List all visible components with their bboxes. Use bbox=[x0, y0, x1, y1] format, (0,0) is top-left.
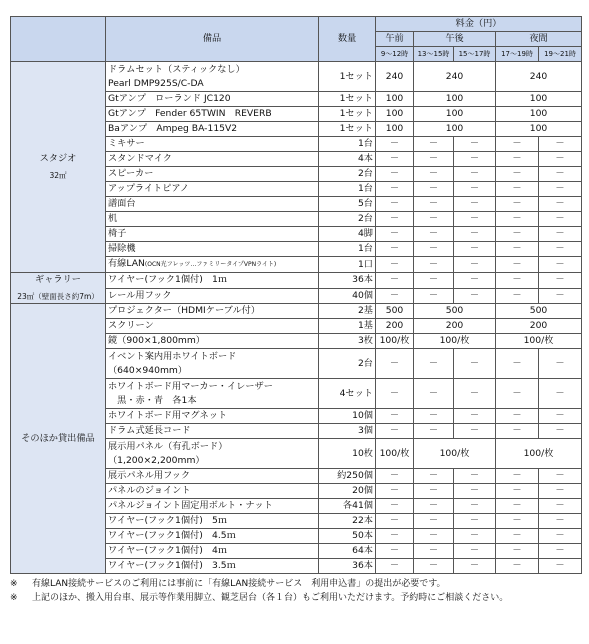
price-afternoon: 200 bbox=[414, 319, 496, 334]
not-available-mark: － bbox=[414, 409, 454, 424]
not-available-mark: － bbox=[454, 242, 496, 257]
not-available-mark: － bbox=[454, 529, 496, 544]
not-available-mark: － bbox=[414, 379, 454, 409]
section-area: 32㎡ bbox=[49, 171, 67, 180]
not-available-mark: － bbox=[496, 349, 539, 379]
not-available-mark: － bbox=[454, 379, 496, 409]
not-available-mark: － bbox=[454, 288, 496, 304]
price-night: 240 bbox=[496, 62, 582, 92]
item-label: Baアンプ Ampeg BA-115V2 bbox=[108, 123, 238, 134]
not-available-mark: － bbox=[454, 227, 496, 242]
not-available-mark: － bbox=[414, 227, 454, 242]
not-available-mark: － bbox=[376, 227, 414, 242]
slot-header: 13～15時 bbox=[414, 47, 454, 62]
item-label: 掃除機 bbox=[108, 243, 136, 254]
not-available-mark: － bbox=[454, 212, 496, 227]
not-available-mark: － bbox=[496, 167, 539, 182]
item-label-2: （1,200×2,200mm） bbox=[108, 454, 205, 466]
not-available-mark: － bbox=[414, 257, 454, 273]
quantity: 36本 bbox=[319, 559, 376, 574]
not-available-mark: － bbox=[539, 167, 582, 182]
quantity: 4脚 bbox=[319, 227, 376, 242]
not-available-mark: － bbox=[414, 514, 454, 529]
not-available-mark: － bbox=[376, 167, 414, 182]
equipment-rows bbox=[11, 62, 582, 574]
not-available-mark: － bbox=[376, 529, 414, 544]
not-available-mark: － bbox=[376, 409, 414, 424]
item-label-2: Pearl DMP925S/C-DA bbox=[108, 77, 204, 89]
quantity: 2基 bbox=[319, 304, 376, 319]
quantity: 36本 bbox=[319, 273, 376, 289]
not-available-mark: － bbox=[414, 484, 454, 499]
section-name: そのほか貸出備品 bbox=[21, 433, 95, 444]
item-name bbox=[106, 484, 319, 499]
quantity: 各41個 bbox=[319, 499, 376, 514]
item-name bbox=[106, 212, 319, 227]
not-available-mark: － bbox=[496, 544, 539, 559]
quantity: 1口 bbox=[319, 257, 376, 273]
quantity: 10枚 bbox=[319, 439, 376, 469]
not-available-mark: － bbox=[454, 499, 496, 514]
not-available-mark: － bbox=[539, 559, 582, 574]
item-label: 譜面台 bbox=[108, 198, 136, 209]
not-available-mark: － bbox=[376, 469, 414, 484]
item-label: 有線LAN bbox=[108, 258, 145, 269]
item-name bbox=[106, 559, 319, 574]
footnotes bbox=[10, 577, 581, 605]
item-name bbox=[106, 92, 319, 107]
footnote-text: 上記のほか、搬入用台車、展示等作業用脚立、観芝居台（各１台）もご利用いただけます。予約時にご相談ください。 bbox=[32, 593, 509, 603]
not-available-mark: － bbox=[496, 242, 539, 257]
not-available-mark: － bbox=[539, 529, 582, 544]
price-afternoon: 100 bbox=[414, 92, 496, 107]
not-available-mark: － bbox=[414, 499, 454, 514]
item-name bbox=[106, 137, 319, 152]
quantity: 1台 bbox=[319, 182, 376, 197]
not-available-mark: － bbox=[539, 499, 582, 514]
item-label: スタンドマイク bbox=[108, 153, 172, 164]
not-available-mark: － bbox=[376, 288, 414, 304]
section-name: ギャラリー bbox=[35, 274, 81, 285]
not-available-mark: － bbox=[376, 379, 414, 409]
quantity: 22本 bbox=[319, 514, 376, 529]
price-afternoon: 100 bbox=[414, 107, 496, 122]
slot-header: 19～21時 bbox=[539, 47, 582, 62]
not-available-mark: － bbox=[454, 544, 496, 559]
item-name bbox=[106, 349, 319, 379]
item-label: ワイヤー(フック1個付) 1ｍ bbox=[108, 274, 228, 286]
not-available-mark: － bbox=[376, 349, 414, 379]
not-available-mark: － bbox=[414, 544, 454, 559]
item-name bbox=[106, 514, 319, 529]
price-afternoon: 100/枚 bbox=[414, 334, 496, 349]
item-name bbox=[106, 288, 319, 304]
not-available-mark: － bbox=[376, 242, 414, 257]
not-available-mark: － bbox=[496, 409, 539, 424]
not-available-mark: － bbox=[376, 499, 414, 514]
item-label: スピーカー bbox=[108, 168, 154, 179]
not-available-mark: － bbox=[454, 424, 496, 439]
item-label: パネルのジョイント bbox=[108, 485, 191, 496]
item-label-2: 黒・赤・青 各1本 bbox=[108, 394, 197, 406]
period-header-morning: 午前 bbox=[376, 32, 414, 47]
quantity: 4セット bbox=[319, 379, 376, 409]
not-available-mark: － bbox=[539, 424, 582, 439]
item-name bbox=[106, 499, 319, 514]
item-label: イベント案内用ホワイトボード bbox=[108, 350, 237, 362]
item-label: 机 bbox=[108, 213, 118, 224]
item-label: ホワイトボード用マグネット bbox=[108, 410, 228, 421]
not-available-mark: － bbox=[414, 349, 454, 379]
table-row bbox=[11, 273, 582, 289]
price-afternoon: 240 bbox=[414, 62, 496, 92]
price-night: 100/枚 bbox=[496, 334, 582, 349]
section-cell bbox=[11, 62, 106, 273]
not-available-mark: － bbox=[539, 227, 582, 242]
not-available-mark: － bbox=[454, 182, 496, 197]
not-available-mark: － bbox=[539, 544, 582, 559]
item-label: レール用フック bbox=[108, 289, 172, 301]
not-available-mark: － bbox=[539, 197, 582, 212]
not-available-mark: － bbox=[414, 212, 454, 227]
price-night: 500 bbox=[496, 304, 582, 319]
not-available-mark: － bbox=[376, 197, 414, 212]
item-label: Gtアンプ Fender 65TWIN REVERB bbox=[108, 108, 272, 119]
item-name bbox=[106, 152, 319, 167]
quantity: 1セット bbox=[319, 122, 376, 137]
not-available-mark: － bbox=[539, 469, 582, 484]
not-available-mark: － bbox=[496, 514, 539, 529]
not-available-mark: － bbox=[539, 182, 582, 197]
not-available-mark: － bbox=[539, 484, 582, 499]
item-name bbox=[106, 122, 319, 137]
not-available-mark: － bbox=[539, 349, 582, 379]
item-name bbox=[106, 107, 319, 122]
quantity: 10個 bbox=[319, 409, 376, 424]
item-label: ドラムセット（スティックなし） bbox=[108, 63, 245, 75]
item-label-2: （640×940mm） bbox=[108, 364, 188, 376]
not-available-mark: － bbox=[496, 529, 539, 544]
not-available-mark: － bbox=[454, 409, 496, 424]
not-available-mark: － bbox=[454, 349, 496, 379]
not-available-mark: － bbox=[539, 273, 582, 289]
quantity: 1セット bbox=[319, 62, 376, 92]
not-available-mark: － bbox=[454, 273, 496, 289]
equipment-sheet bbox=[10, 16, 581, 605]
not-available-mark: － bbox=[496, 212, 539, 227]
item-name bbox=[106, 227, 319, 242]
price-morning: 500 bbox=[376, 304, 414, 319]
quantity: 20個 bbox=[319, 484, 376, 499]
quantity: 5台 bbox=[319, 197, 376, 212]
not-available-mark: － bbox=[376, 273, 414, 289]
item-label: 鏡（900×1,800mm） bbox=[108, 335, 205, 346]
price-morning: 100 bbox=[376, 122, 414, 137]
slot-header: 9～12時 bbox=[376, 47, 414, 62]
not-available-mark: － bbox=[496, 182, 539, 197]
not-available-mark: － bbox=[454, 514, 496, 529]
not-available-mark: － bbox=[496, 379, 539, 409]
not-available-mark: － bbox=[414, 152, 454, 167]
quantity: 約250個 bbox=[319, 469, 376, 484]
price-morning: 240 bbox=[376, 62, 414, 92]
not-available-mark: － bbox=[539, 409, 582, 424]
item-name bbox=[106, 182, 319, 197]
equipment-rate-table bbox=[10, 16, 582, 574]
item-label: Gtアンプ ローランド JC120 bbox=[108, 93, 231, 104]
not-available-mark: － bbox=[454, 152, 496, 167]
not-available-mark: － bbox=[414, 167, 454, 182]
not-available-mark: － bbox=[414, 529, 454, 544]
price-afternoon: 100 bbox=[414, 122, 496, 137]
item-label: ワイヤー(フック1個付) 4ｍ bbox=[108, 545, 228, 556]
table-row bbox=[11, 304, 582, 319]
not-available-mark: － bbox=[376, 152, 414, 167]
not-available-mark: － bbox=[414, 242, 454, 257]
not-available-mark: － bbox=[539, 137, 582, 152]
item-label: ワイヤー(フック1個付) 4.5ｍ bbox=[108, 530, 236, 541]
quantity: 1台 bbox=[319, 242, 376, 257]
not-available-mark: － bbox=[376, 544, 414, 559]
period-header-afternoon: 午後 bbox=[414, 32, 496, 47]
quantity-header: 数量 bbox=[319, 17, 376, 62]
not-available-mark: － bbox=[539, 288, 582, 304]
not-available-mark: － bbox=[496, 559, 539, 574]
quantity: 1台 bbox=[319, 137, 376, 152]
item-name bbox=[106, 197, 319, 212]
not-available-mark: － bbox=[496, 152, 539, 167]
quantity: 1基 bbox=[319, 319, 376, 334]
not-available-mark: － bbox=[539, 242, 582, 257]
item-name bbox=[106, 242, 319, 257]
not-available-mark: － bbox=[496, 469, 539, 484]
item-name bbox=[106, 409, 319, 424]
not-available-mark: － bbox=[496, 137, 539, 152]
not-available-mark: － bbox=[454, 484, 496, 499]
not-available-mark: － bbox=[496, 273, 539, 289]
item-label: ワイヤー(フック1個付) 5ｍ bbox=[108, 515, 228, 526]
not-available-mark: － bbox=[454, 167, 496, 182]
section-name: スタジオ bbox=[39, 153, 77, 164]
item-name bbox=[106, 319, 319, 334]
item-label: プロジェクター（HDMIケーブル付） bbox=[108, 305, 261, 316]
item-name bbox=[106, 469, 319, 484]
not-available-mark: － bbox=[376, 559, 414, 574]
item-label: ワイヤー(フック1個付) 3.5ｍ bbox=[108, 560, 236, 571]
item-name bbox=[106, 257, 319, 273]
item-label: ミキサー bbox=[108, 138, 145, 149]
item-name bbox=[106, 424, 319, 439]
item-label: スクリーン bbox=[108, 320, 154, 331]
fee-header: 料金（円） bbox=[376, 17, 582, 32]
item-name bbox=[106, 167, 319, 182]
not-available-mark: － bbox=[496, 484, 539, 499]
quantity: 4本 bbox=[319, 152, 376, 167]
not-available-mark: － bbox=[414, 273, 454, 289]
footnote-text: 有線LAN接続サービスのご利用には事前に「有線LAN接続サービス 利用申込書」の提出が必要です。 bbox=[32, 579, 446, 589]
item-label: ホワイトボード用マーカー・イレーザー bbox=[108, 380, 273, 392]
quantity: 64本 bbox=[319, 544, 376, 559]
not-available-mark: － bbox=[414, 182, 454, 197]
item-note: (OCN光フレッツ…ファミリータイプVPNライト) bbox=[144, 261, 277, 268]
not-available-mark: － bbox=[539, 514, 582, 529]
not-available-mark: － bbox=[414, 197, 454, 212]
item-name bbox=[106, 304, 319, 319]
item-name bbox=[106, 62, 319, 92]
not-available-mark: － bbox=[376, 137, 414, 152]
not-available-mark: － bbox=[496, 424, 539, 439]
footnote-mark: ※ bbox=[10, 593, 18, 603]
item-name bbox=[106, 379, 319, 409]
item-name bbox=[106, 273, 319, 289]
not-available-mark: － bbox=[454, 197, 496, 212]
quantity: 2台 bbox=[319, 212, 376, 227]
quantity: 3枚 bbox=[319, 334, 376, 349]
not-available-mark: － bbox=[376, 257, 414, 273]
not-available-mark: － bbox=[539, 152, 582, 167]
section-cell bbox=[11, 273, 106, 304]
not-available-mark: － bbox=[496, 197, 539, 212]
footnote bbox=[10, 591, 581, 605]
not-available-mark: － bbox=[376, 212, 414, 227]
item-label: 椅子 bbox=[108, 228, 127, 239]
price-night: 200 bbox=[496, 319, 582, 334]
slot-header: 15～17時 bbox=[454, 47, 496, 62]
price-afternoon: 100/枚 bbox=[414, 439, 496, 469]
item-header: 備品 bbox=[106, 17, 319, 62]
not-available-mark: － bbox=[376, 182, 414, 197]
not-available-mark: － bbox=[539, 212, 582, 227]
not-available-mark: － bbox=[454, 469, 496, 484]
item-name bbox=[106, 334, 319, 349]
item-name bbox=[106, 529, 319, 544]
quantity: 1セット bbox=[319, 92, 376, 107]
quantity: 3個 bbox=[319, 424, 376, 439]
not-available-mark: － bbox=[376, 424, 414, 439]
not-available-mark: － bbox=[414, 137, 454, 152]
price-night: 100/枚 bbox=[496, 439, 582, 469]
item-name bbox=[106, 439, 319, 469]
not-available-mark: － bbox=[539, 257, 582, 273]
section-cell bbox=[11, 304, 106, 574]
price-morning: 100/枚 bbox=[376, 439, 414, 469]
not-available-mark: － bbox=[539, 379, 582, 409]
price-morning: 100 bbox=[376, 92, 414, 107]
quantity: 1セット bbox=[319, 107, 376, 122]
footnote bbox=[10, 577, 581, 591]
not-available-mark: － bbox=[496, 227, 539, 242]
price-morning: 100/枚 bbox=[376, 334, 414, 349]
price-night: 100 bbox=[496, 92, 582, 107]
not-available-mark: － bbox=[414, 469, 454, 484]
table-row bbox=[11, 62, 582, 92]
quantity: 2台 bbox=[319, 167, 376, 182]
item-label: 展示パネル用フック bbox=[108, 470, 191, 481]
not-available-mark: － bbox=[454, 559, 496, 574]
item-label: ドラム式延長コード bbox=[108, 425, 191, 436]
price-night: 100 bbox=[496, 122, 582, 137]
not-available-mark: － bbox=[496, 257, 539, 273]
not-available-mark: － bbox=[376, 484, 414, 499]
price-morning: 200 bbox=[376, 319, 414, 334]
not-available-mark: － bbox=[414, 559, 454, 574]
not-available-mark: － bbox=[376, 514, 414, 529]
not-available-mark: － bbox=[454, 257, 496, 273]
quantity: 50本 bbox=[319, 529, 376, 544]
period-header-night: 夜間 bbox=[496, 32, 582, 47]
price-morning: 100 bbox=[376, 107, 414, 122]
footnote-mark: ※ bbox=[10, 579, 18, 589]
not-available-mark: － bbox=[496, 288, 539, 304]
corner-header bbox=[11, 17, 106, 62]
item-label: アップライトピアノ bbox=[108, 183, 190, 194]
price-night: 100 bbox=[496, 107, 582, 122]
not-available-mark: － bbox=[496, 499, 539, 514]
quantity: 2台 bbox=[319, 349, 376, 379]
price-afternoon: 500 bbox=[414, 304, 496, 319]
item-label: パネルジョイント固定用ボルト・ナット bbox=[108, 500, 273, 511]
slot-header: 17～19時 bbox=[496, 47, 539, 62]
not-available-mark: － bbox=[414, 288, 454, 304]
section-area: 23㎡（壁面長さ約7m） bbox=[17, 292, 99, 301]
quantity: 40個 bbox=[319, 288, 376, 304]
item-label: 展示用パネル（有孔ボード） bbox=[108, 440, 228, 452]
not-available-mark: － bbox=[454, 137, 496, 152]
item-name bbox=[106, 544, 319, 559]
not-available-mark: － bbox=[414, 424, 454, 439]
